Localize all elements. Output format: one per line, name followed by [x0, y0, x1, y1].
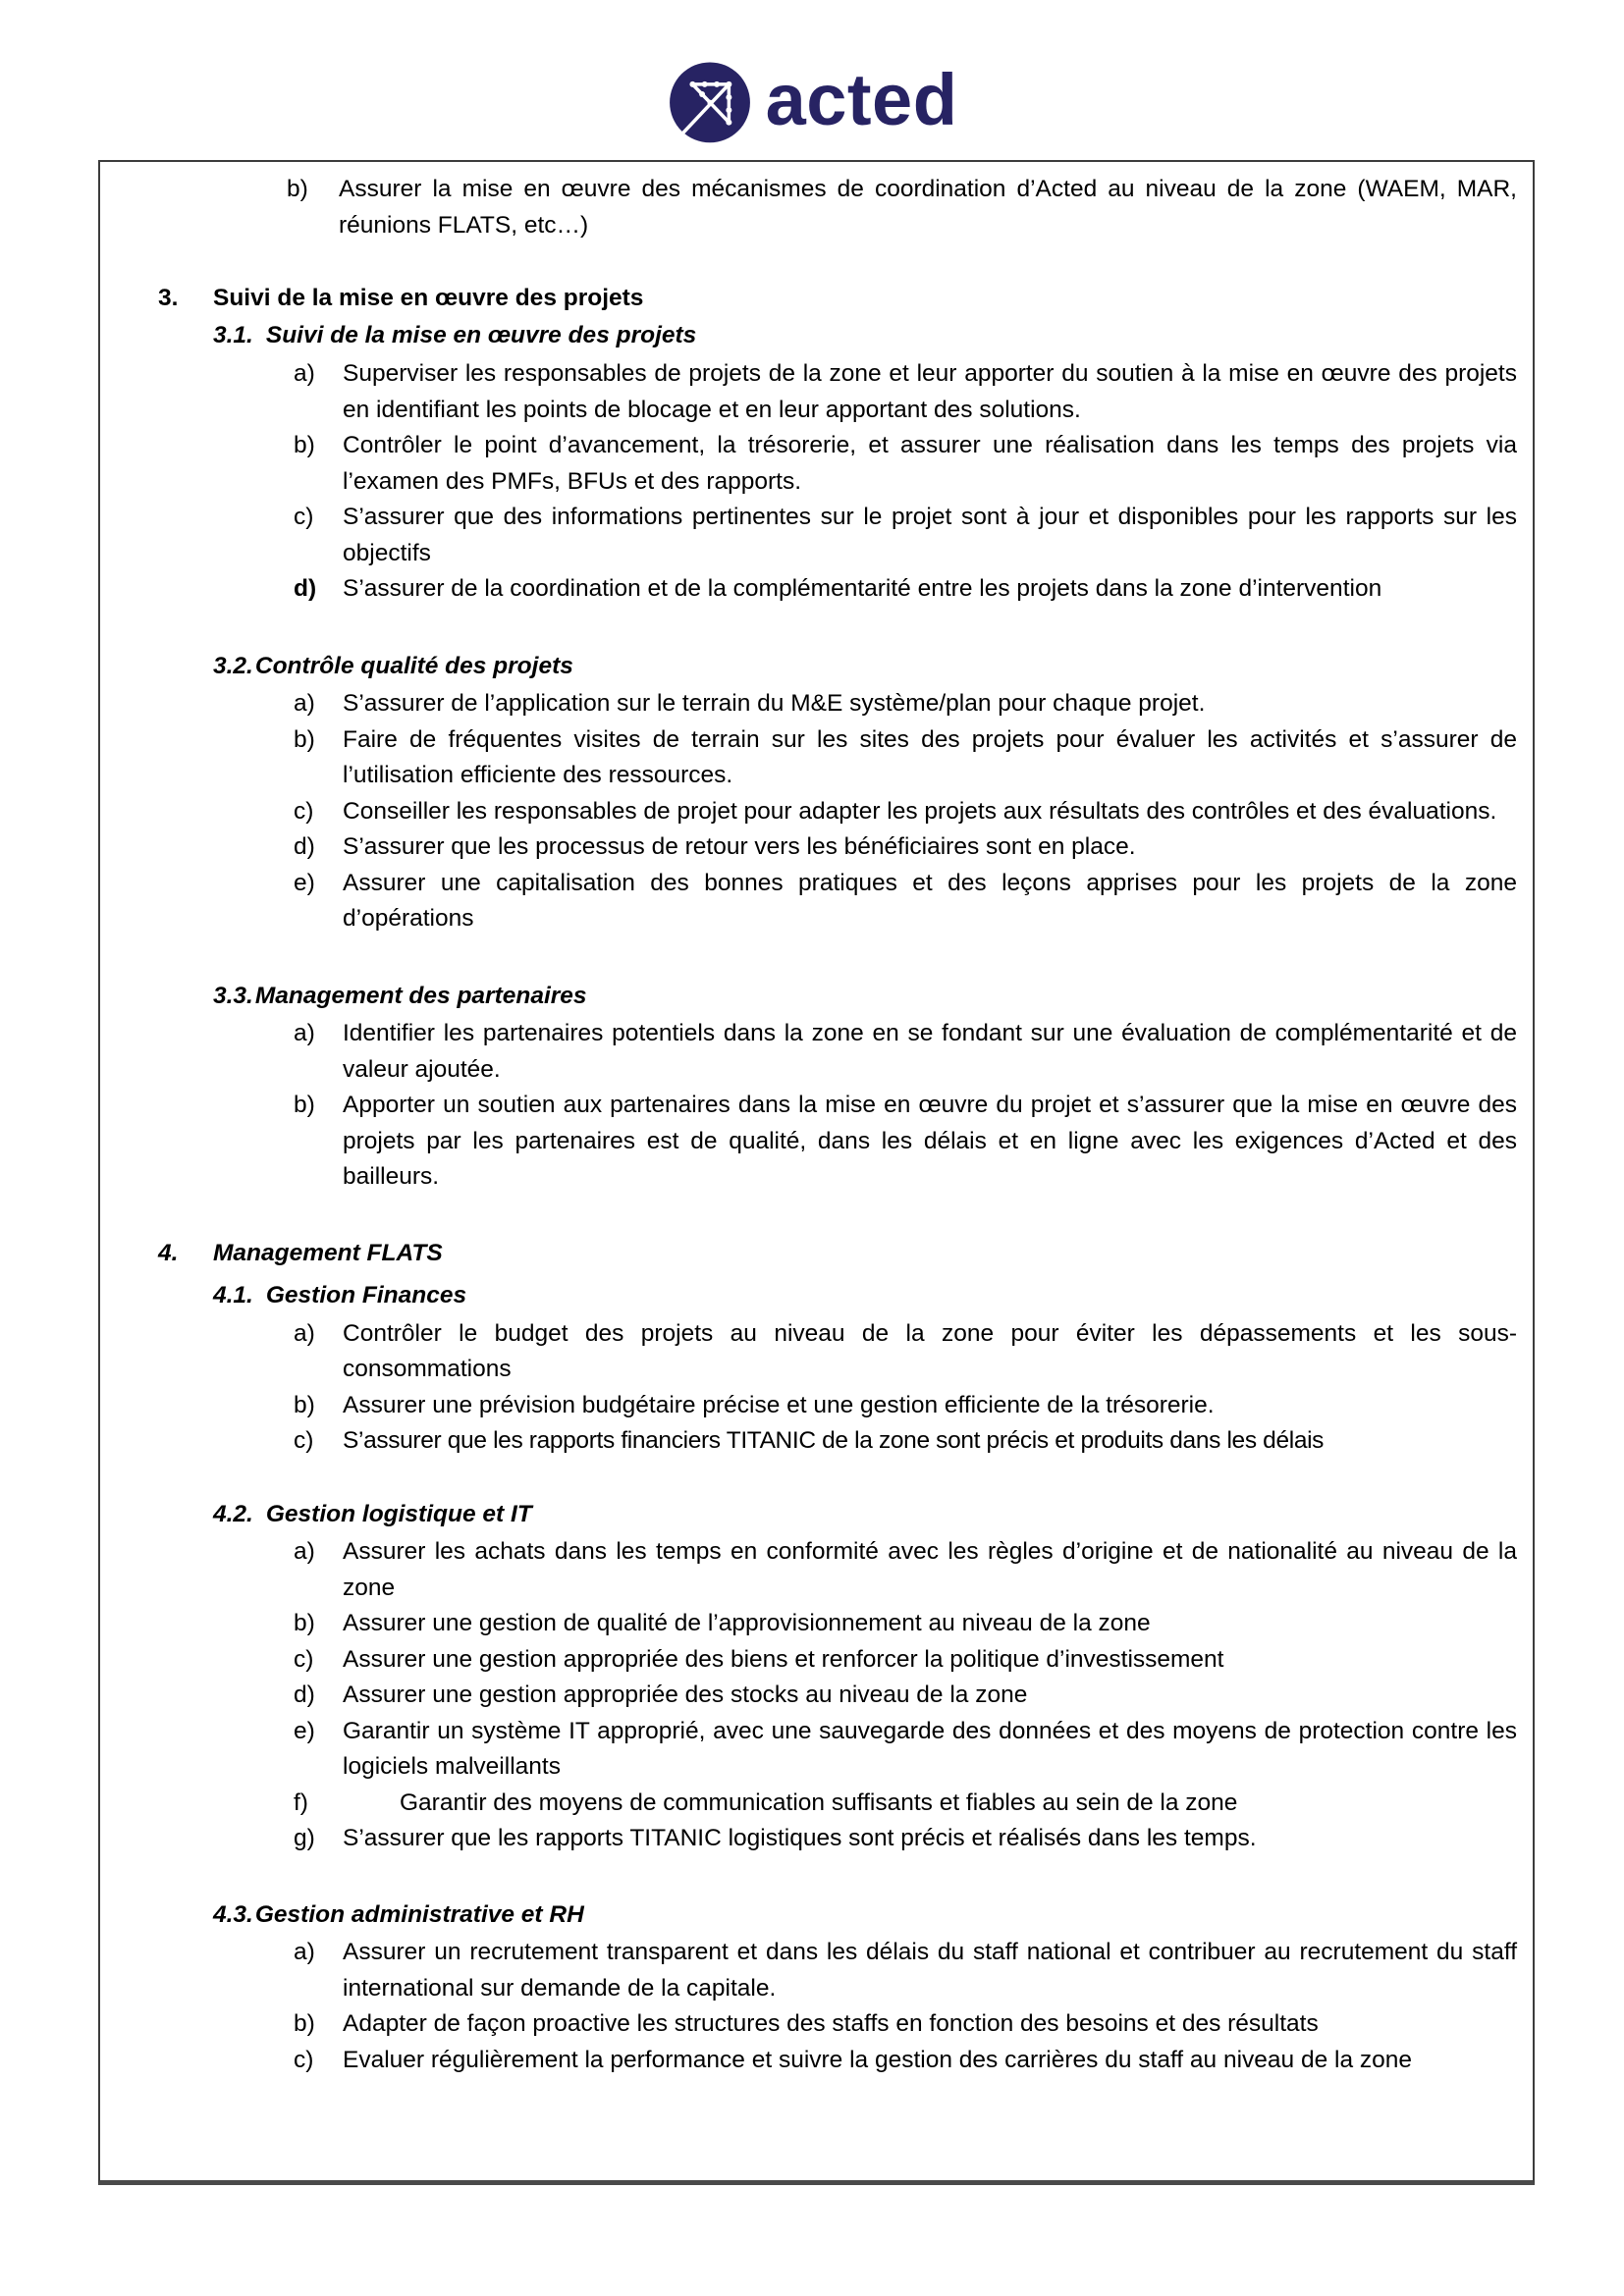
list-item-label: a): [294, 360, 315, 387]
list-item-text: Superviser les responsables de projets de la zone et leur apporter du soutien à la mise en œuvre des projets en identifiant les points de blocage et en leur apportant des solutions.: [343, 360, 1517, 423]
list-item: [294, 1678, 1517, 1714]
acted-logo-icon: [667, 62, 753, 148]
list-item: [287, 172, 1517, 243]
list-item: [294, 2006, 1517, 2043]
intro-list: [100, 172, 1517, 243]
list-item-text: Assurer une prévision budgétaire précise et une gestion efficiente de la trésorerie.: [343, 1391, 1215, 1418]
subsection-list-4-2: [100, 1534, 1517, 1857]
list-item-label: a): [294, 1939, 315, 1965]
list-item: [294, 1821, 1517, 1857]
list-item-label: e): [294, 1717, 315, 1744]
subsection-title: Gestion Finances: [265, 1282, 467, 1308]
subsection-number: 4.1.: [213, 1282, 253, 1308]
list-item: [294, 1714, 1517, 1786]
list-item-text: S’assurer de la coordination et de la complémentarité entre les projets dans la zone d’intervention: [343, 575, 1382, 602]
list-item-text: Apporter un soutien aux partenaires dans la mise en œuvre du projet et s’assurer que la mise en œuvre des projets par les partenaires est de qualité, dans les délais et en ligne avec les exigences d’Acted et des bailleurs.: [343, 1092, 1517, 1190]
section-title: Suivi de la mise en œuvre des projets: [213, 285, 644, 311]
list-item-label: b): [294, 2010, 315, 2037]
subsection-number: 4.3.: [213, 1900, 253, 1928]
list-item: [294, 1388, 1517, 1424]
subsection-heading-4-3: [213, 1897, 1517, 1934]
list-item-text: Garantir un système IT approprié, avec une sauvegarde des données et des moyens de protection contre les logiciels malveillants: [343, 1717, 1517, 1780]
list-item-text: Assurer une gestion de qualité de l’approvisionnement au niveau de la zone: [343, 1610, 1151, 1636]
list-item-label: c): [294, 1427, 314, 1454]
subsection-list-4-1: [100, 1316, 1517, 1460]
list-item-text: Assurer les achats dans les temps en conformité avec les règles d’origine et de nationalité au niveau de la zone: [343, 1538, 1517, 1601]
list-item-text: Assurer une gestion appropriée des biens et renforcer la politique d’investissement: [343, 1645, 1224, 1673]
list-item: [294, 686, 1517, 722]
list-item: [294, 1016, 1517, 1088]
list-item-label: b): [294, 1610, 315, 1636]
subsection-number: 3.3.: [213, 982, 253, 1009]
subsection-list-4-3: [100, 1935, 1517, 2078]
list-item: [294, 829, 1517, 866]
list-item-text: S’assurer que des informations pertinentes sur le projet sont à jour et disponibles pour les rapports sur les objectifs: [343, 504, 1517, 566]
list-item-label: b): [294, 1391, 315, 1418]
list-item: [294, 356, 1517, 428]
list-item-label: e): [294, 869, 315, 896]
list-item: [294, 1534, 1517, 1606]
list-item: [294, 794, 1517, 830]
subsection-title: Gestion logistique et IT: [265, 1500, 532, 1527]
list-item: [294, 1642, 1517, 1679]
list-item: [294, 428, 1517, 500]
list-item-text: Contrôler le budget des projets au niveau de la zone pour éviter les dépassements et les sous-consommations: [343, 1319, 1517, 1382]
list-item: [294, 1935, 1517, 2006]
list-item-label: b): [294, 432, 315, 458]
subsection-title: Management des partenaires: [254, 982, 587, 1009]
document-frame: [98, 160, 1535, 2185]
list-item-label: a): [294, 1319, 315, 1347]
list-item-text: S’assurer que les processus de retour vers les bénéficiaires sont en place.: [343, 833, 1136, 860]
list-item: [294, 1316, 1517, 1388]
list-item-label: b): [294, 1092, 315, 1118]
list-item-text: S’assurer que les rapports TITANIC logistiques sont précis et réalisés dans les temps.: [343, 1825, 1257, 1851]
list-item-label: f): [294, 1789, 308, 1816]
subsection-heading-4-1: [213, 1278, 1517, 1314]
list-item-label: d): [294, 1682, 315, 1708]
list-item-label: a): [294, 690, 315, 717]
list-item-text: S’assurer que les rapports financiers TITANIC de la zone sont précis et produits dans les délais: [343, 1427, 1325, 1454]
subsection-title: Contrôle qualité des projets: [254, 652, 573, 679]
subsection-list-3-3: [100, 1016, 1517, 1196]
list-item-text: Conseiller les responsables de projet pour adapter les projets aux résultats des contrôles et des évaluations.: [343, 797, 1497, 825]
list-item-label: b): [287, 176, 308, 202]
acted-logo-wordmark: acted: [765, 59, 958, 140]
list-item-label: c): [294, 504, 314, 530]
list-item-label: c): [294, 2046, 314, 2073]
list-item-label: d): [294, 575, 317, 602]
section-number: 3.: [158, 285, 179, 311]
list-item-label: c): [294, 1645, 314, 1673]
list-item: [294, 1786, 1517, 1822]
subsection-list-3-1: [100, 356, 1517, 608]
list-item: [294, 571, 1517, 608]
list-item-text: Garantir des moyens de communication suffisants et fiables au sein de la zone: [400, 1789, 1238, 1816]
list-item-text: Adapter de façon proactive les structures des staffs en fonction des besoins et des résultats: [343, 2010, 1319, 2037]
list-item-label: c): [294, 797, 314, 825]
subsection-number: 4.2.: [213, 1500, 253, 1527]
section-heading-4: [158, 1236, 1517, 1272]
subsection-number: 3.1.: [213, 321, 253, 348]
subsection-number: 3.2.: [213, 652, 253, 679]
list-item-text: Identifier les partenaires potentiels dans la zone en se fondant sur une évaluation de complémentarité et de valeur ajoutée.: [343, 1020, 1517, 1083]
list-item-text: Assurer une gestion appropriée des stocks au niveau de la zone: [343, 1682, 1028, 1708]
list-item-label: g): [294, 1825, 315, 1851]
list-item-label: a): [294, 1020, 315, 1046]
section-heading-3: [158, 281, 1517, 317]
section-number: 4.: [158, 1239, 179, 1266]
list-item-label: b): [294, 725, 315, 753]
list-item-text: Assurer un recrutement transparent et dans les délais du staff national et contribuer au recrutement du staff international sur demande de la capitale.: [343, 1939, 1517, 2002]
subsection-heading-4-2: [213, 1497, 1517, 1533]
list-item-text: S’assurer de l’application sur le terrain du M&E système/plan pour chaque projet.: [343, 690, 1206, 717]
list-item-text: Assurer une capitalisation des bonnes pratiques et des leçons apprises pour les projets de la zone d’opérations: [343, 869, 1517, 932]
subsection-heading-3-3: [213, 979, 1517, 1015]
subsection-title: Gestion administrative et RH: [254, 1900, 584, 1928]
list-item: [294, 1423, 1517, 1460]
list-item: [294, 1606, 1517, 1642]
subsection-list-3-2: [100, 686, 1517, 937]
list-item-label: d): [294, 833, 315, 860]
list-item-text: Evaluer régulièrement la performance et suivre la gestion des carrières du staff au niveau de la zone: [343, 2046, 1413, 2073]
subsection-heading-3-1: [213, 318, 1517, 354]
list-item-text: Contrôler le point d’avancement, la trésorerie, et assurer une réalisation dans les temps des projets via l’examen des PMFs, BFUs et des rapports.: [343, 432, 1517, 495]
list-item-text: Assurer la mise en œuvre des mécanismes de coordination d’Acted au niveau de la zone (WAEM, MAR, réunions FLATS, etc…): [339, 176, 1517, 239]
list-item: [294, 1088, 1517, 1196]
list-item: [294, 500, 1517, 571]
list-item: [294, 866, 1517, 937]
list-item: [294, 2043, 1517, 2079]
list-item: [294, 722, 1517, 794]
list-item-label: a): [294, 1538, 315, 1565]
acted-logo: [0, 61, 1624, 149]
section-title: Management FLATS: [213, 1239, 443, 1266]
subsection-heading-3-2: [213, 649, 1517, 685]
list-item-text: Faire de fréquentes visites de terrain sur les sites des projets pour évaluer les activités et s’assurer de l’utilisation efficiente des ressources.: [343, 725, 1517, 788]
subsection-title: Suivi de la mise en œuvre des projets: [265, 321, 697, 348]
